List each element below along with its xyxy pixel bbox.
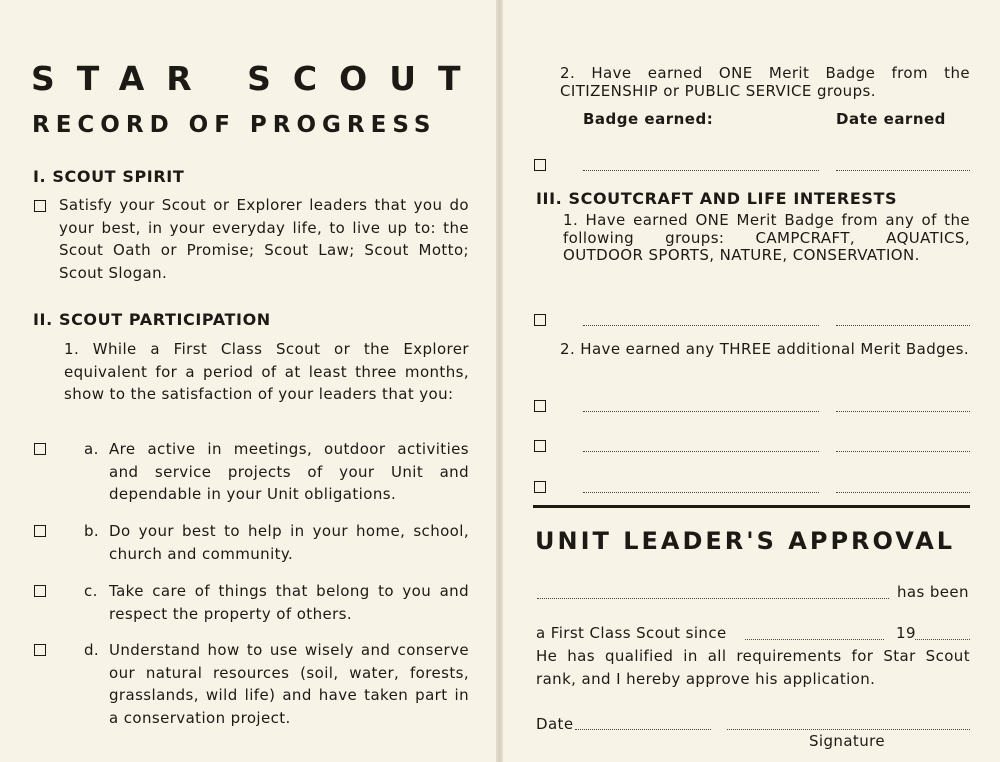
item-d-text: Understand how to use wisely and conserve our natural resources (soil, water, forests, grasslands, wild life) and have taken part in a conservation project. xyxy=(109,641,469,727)
item-c-label: c. xyxy=(84,582,98,600)
item-b-label: b. xyxy=(84,522,100,540)
checkbox-scoutcraft-badge[interactable] xyxy=(534,314,546,326)
scout-spirit-text: Satisfy your Scout or Explorer leaders that you do your best, in your everyday life, to live up to: the Scout Oath or Promise; Scout Law; Scout Motto; Scout Slogan. xyxy=(59,196,469,282)
item-b-text: Do your best to help in your home, school, church and community. xyxy=(109,522,469,563)
checkbox-citizenship-badge[interactable] xyxy=(534,159,546,171)
date-earned-header: Date earned xyxy=(836,110,946,128)
badge-earned-header: Badge earned: xyxy=(583,110,714,128)
citizenship-date-line[interactable] xyxy=(836,170,970,171)
right-panel xyxy=(503,0,1000,762)
card-subtitle: RECORD OF PROGRESS xyxy=(32,112,437,138)
approval-date-line[interactable] xyxy=(575,729,711,730)
has-been-label: has been xyxy=(897,583,969,601)
scout-name-line[interactable] xyxy=(537,598,889,599)
first-class-since-label: a First Class Scout since xyxy=(536,624,727,642)
section-divider xyxy=(533,505,970,508)
year-line[interactable] xyxy=(915,639,970,640)
checkbox-item-b[interactable] xyxy=(34,525,46,537)
checkbox-scout-spirit[interactable] xyxy=(34,200,46,212)
section-scout-spirit-heading: I. SCOUT SPIRIT xyxy=(33,167,185,186)
item-a-text: Are active in meetings, outdoor activities and service projects of your Unit and dependable in your Unit obligations. xyxy=(109,440,469,503)
scoutcraft-item1: 1. Have earned ONE Merit Badge from any of the following groups: CAMPCRAFT, AQUATICS, OUTDOOR SPORTS, NATURE, CONSERVATION. xyxy=(563,211,970,264)
checkbox-additional-badge-1[interactable] xyxy=(534,400,546,412)
card-title: STAR SCOUT xyxy=(31,59,483,98)
participation-intro: 1. While a First Class Scout or the Explorer equivalent for a period of at least three months, show to the satisfaction of your leaders that you: xyxy=(64,340,469,403)
approval-heading: UNIT LEADER'S APPROVAL xyxy=(535,527,956,555)
additional-badge-1-line[interactable] xyxy=(583,411,819,412)
card-fold xyxy=(496,0,503,762)
approval-statement: He has qualified in all requirements for Star Scout rank, and I hereby approve his application. xyxy=(536,647,970,688)
additional-date-2-line[interactable] xyxy=(836,451,970,452)
checkbox-additional-badge-2[interactable] xyxy=(534,440,546,452)
item-c-text: Take care of things that belong to you and respect the property of others. xyxy=(109,582,469,623)
signature-label: Signature xyxy=(809,732,885,750)
scoutcraft-badge-line[interactable] xyxy=(583,325,819,326)
checkbox-item-a[interactable] xyxy=(34,443,46,455)
section-participation-heading: II. SCOUT PARTICIPATION xyxy=(33,310,271,329)
checkbox-item-d[interactable] xyxy=(34,644,46,656)
date-label: Date xyxy=(536,715,574,733)
scoutcraft-item2: 2. Have earned any THREE additional Merit Badges. xyxy=(560,340,970,358)
since-date-line[interactable] xyxy=(745,639,884,640)
section-scoutcraft-heading: III. SCOUTCRAFT AND LIFE INTERESTS xyxy=(536,189,898,208)
additional-date-1-line[interactable] xyxy=(836,411,970,412)
item-a-label: a. xyxy=(84,440,99,458)
additional-date-3-line[interactable] xyxy=(836,492,970,493)
citizenship-requirement: 2. Have earned ONE Merit Badge from the CITIZENSHIP or PUBLIC SERVICE groups. xyxy=(560,64,970,100)
year-prefix: 19 xyxy=(896,624,916,642)
citizenship-badge-line[interactable] xyxy=(583,170,819,171)
additional-badge-3-line[interactable] xyxy=(583,492,819,493)
additional-badge-2-line[interactable] xyxy=(583,451,819,452)
checkbox-additional-badge-3[interactable] xyxy=(534,481,546,493)
checkbox-item-c[interactable] xyxy=(34,585,46,597)
item-d-label: d. xyxy=(84,641,100,659)
left-panel xyxy=(0,0,496,762)
scoutcraft-date-line[interactable] xyxy=(836,325,970,326)
